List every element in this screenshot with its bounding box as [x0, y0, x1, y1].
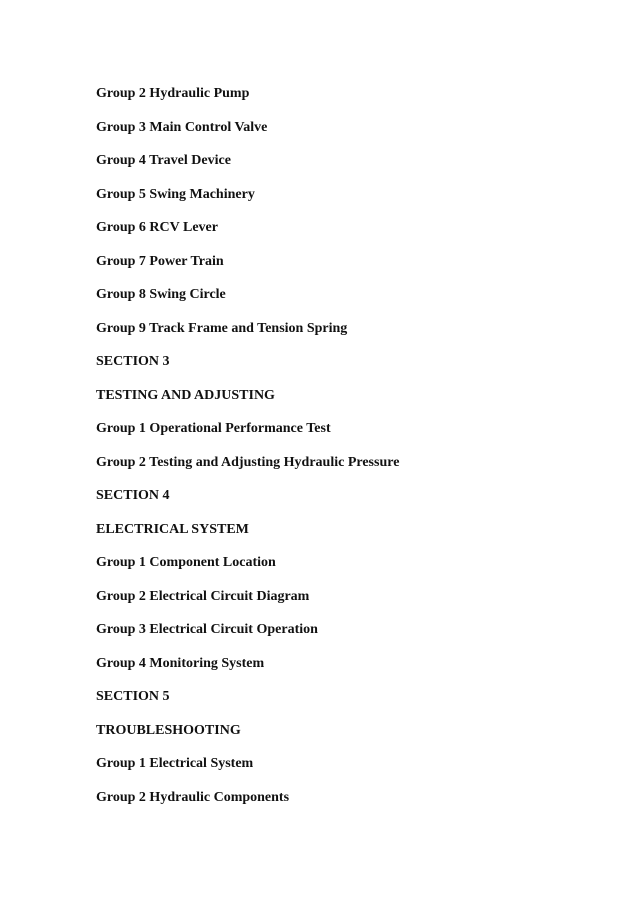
toc-entry-group-6-rcv-lever: Group 6 RCV Lever: [96, 220, 218, 235]
toc-section-5-heading: SECTION 5: [96, 689, 170, 704]
toc-section-4-title: ELECTRICAL SYSTEM: [96, 521, 249, 537]
toc-entry-group-3-electrical-circuit-operation: Group 3 Electrical Circuit Operation: [96, 622, 318, 637]
toc-section-4-heading: SECTION 4: [96, 488, 170, 503]
toc-section-3-title: TESTING AND ADJUSTING: [96, 387, 275, 403]
toc-entry-group-9-track-frame: Group 9 Track Frame and Tension Spring: [96, 320, 348, 336]
toc-entry-group-4-travel-device: Group 4 Travel Device: [96, 153, 231, 168]
toc-entry-group-8-swing-circle: Group 8 Swing Circle: [96, 287, 226, 302]
toc-entry-group-1-operational-performance-test: Group 1 Operational Performance Test: [96, 421, 331, 436]
toc-entry-group-7-power-train: Group 7 Power Train: [96, 253, 224, 269]
toc-entry-group-1-electrical-system: Group 1 Electrical System: [96, 756, 254, 771]
toc-entry-group-5-swing-machinery: Group 5 Swing Machinery: [96, 186, 255, 202]
table-of-contents: [96, 86, 399, 823]
toc-section-3-heading: SECTION 3: [96, 354, 170, 369]
toc-section-5-title: TROUBLESHOOTING: [96, 722, 241, 738]
toc-entry-group-2-hydraulic-pump: Group 2 Hydraulic Pump: [96, 86, 250, 101]
toc-entry-group-4-monitoring-system: Group 4 Monitoring System: [96, 655, 265, 671]
toc-entry-group-2-hydraulic-components: Group 2 Hydraulic Components: [96, 789, 290, 805]
toc-entry-group-2-testing-adjusting-hydraulic-pressure: Group 2 Testing and Adjusting Hydraulic Pressure: [96, 454, 400, 470]
toc-entry-group-2-electrical-circuit-diagram: Group 2 Electrical Circuit Diagram: [96, 588, 310, 604]
toc-entry-group-1-component-location: Group 1 Component Location: [96, 555, 276, 570]
toc-entry-group-3-main-control-valve: Group 3 Main Control Valve: [96, 119, 268, 135]
